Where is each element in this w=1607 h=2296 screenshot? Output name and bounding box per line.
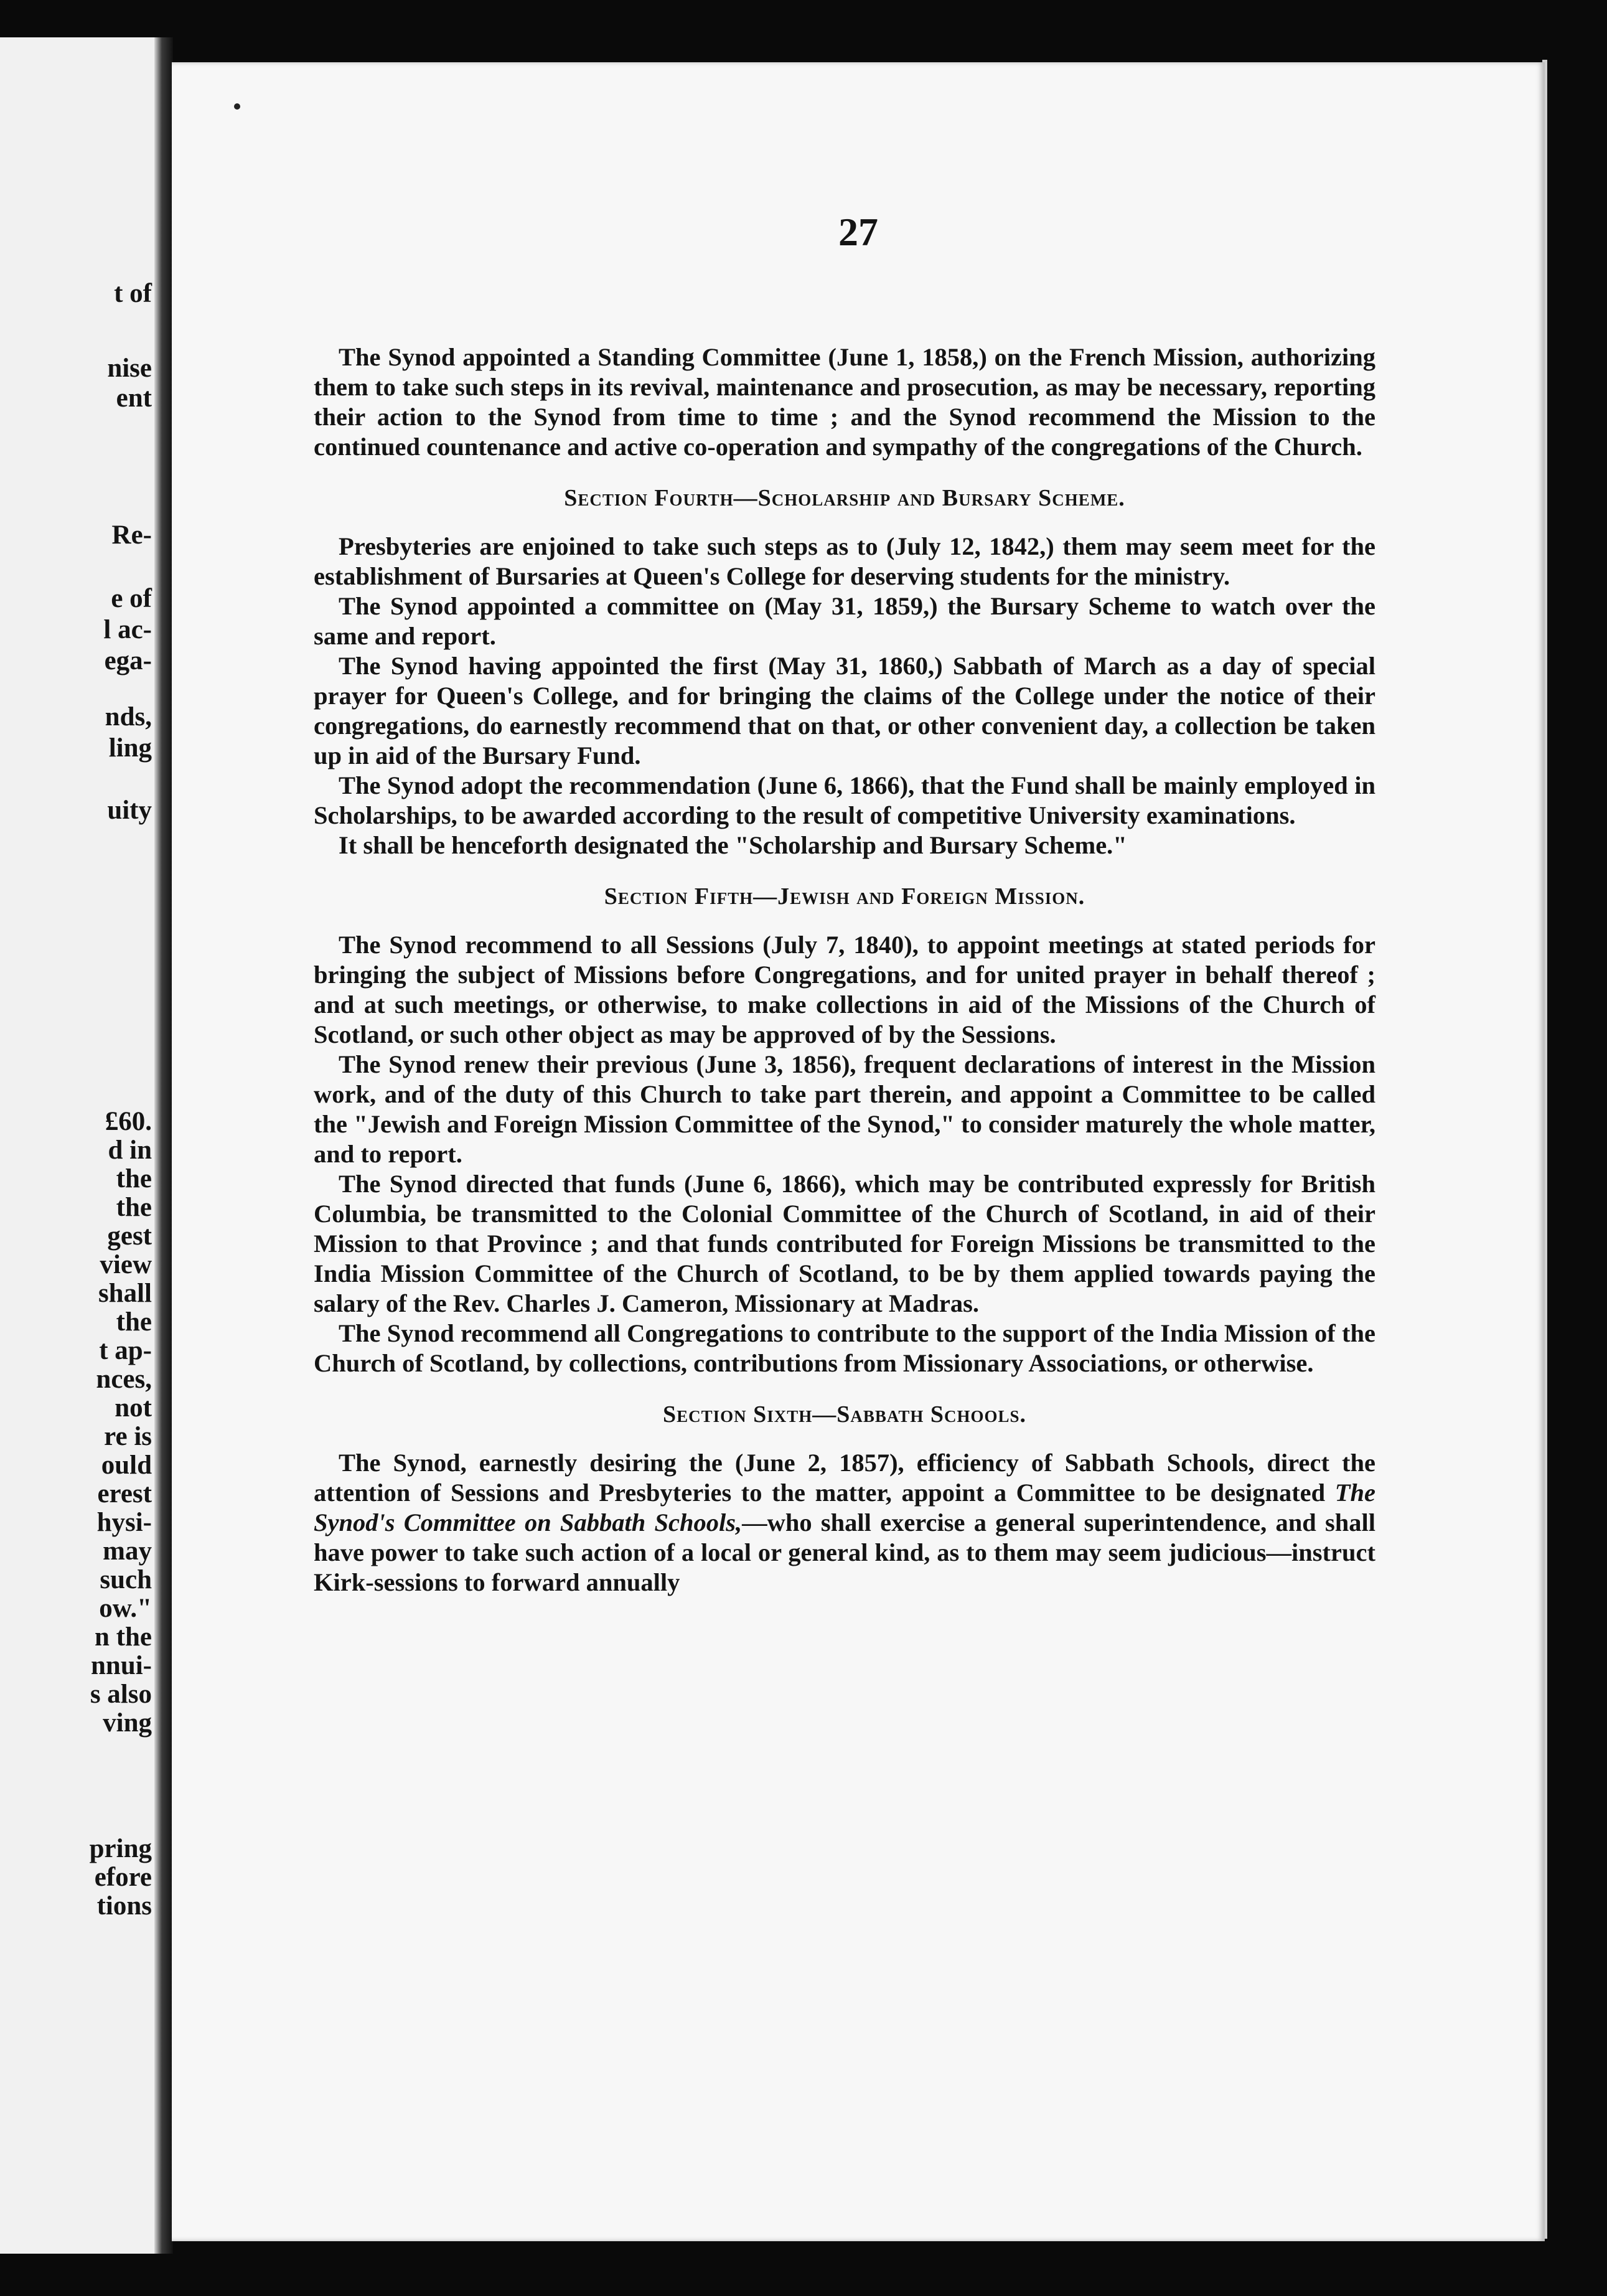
- previous-page-line-fragment: e of: [111, 584, 152, 613]
- previous-page-line-fragment: nise: [107, 354, 152, 383]
- previous-page-line-fragment: the: [116, 1193, 152, 1222]
- previous-page-line-fragment: ling: [108, 733, 152, 763]
- section-fourth-paragraph-3: The Synod having appointed the first (May 31, 1860,) Sabbath of March as a day of special prayer for Queen's College, and for bringing the claims of the College under the notice of their congregations, do earnestly recommend that on that, or other convenient day, a collection be taken up in aid of the Bursary Fund.: [314, 652, 1375, 769]
- previous-page-line-fragment: the: [116, 1164, 152, 1193]
- previous-page-line-fragment: may: [103, 1536, 152, 1566]
- previous-page-line-fragment: d in: [108, 1136, 152, 1165]
- previous-page-line-fragment: ent: [116, 383, 152, 413]
- previous-page-line-fragment: shall: [98, 1279, 152, 1308]
- section-fourth-paragraph-5: It shall be henceforth designated the "Scholarship and Bursary Scheme.": [339, 831, 1127, 859]
- section-fourth-paragraph-1: Presbyteries are enjoined to take such steps as to (July 12, 1842,) them may seem meet for the establishment of Bursaries at Queen's College for deserving students for the ministry.: [314, 532, 1375, 590]
- previous-page-line-fragment: nds,: [105, 702, 152, 732]
- previous-page-line-fragment: view: [100, 1250, 152, 1279]
- previous-page-line-fragment: ow.": [99, 1594, 152, 1623]
- book-page: [172, 62, 1545, 2241]
- previous-page-line-fragment: s also: [90, 1680, 152, 1709]
- previous-page-line-fragment: re is: [104, 1422, 152, 1451]
- previous-page-line-fragment: ould: [101, 1451, 152, 1480]
- ink-speck: [234, 103, 240, 110]
- previous-page-line-fragment: t ap-: [99, 1336, 152, 1365]
- previous-page-line-fragment: £60.: [105, 1107, 152, 1136]
- previous-page-line-fragment: the: [116, 1307, 152, 1337]
- section-fifth-paragraph-1: The Synod recommend to all Sessions (July 7, 1840), to appoint meetings at stated periods for bringing the subject of Missions before Congregations, and for united prayer in behalf thereof ; and at such meetings, or otherwise, to make collections in aid of the Missions of the Church of Scotland, or such other object as may be approved of by the Sessions.: [314, 931, 1375, 1048]
- section-sixth-heading: Section Sixth—Sabbath Schools.: [662, 1401, 1027, 1428]
- paragraph-intro: The Synod appointed a Standing Committee (June 1, 1858,) on the French Mission, authorizing them to take such steps in its revival, maintenance and prosecution, as may be necessary, reporting their action to the Synod from time to time ; and the Synod recommend the Mission to the continued countenance and active co-operation and sympathy of the congregations of the Church.: [314, 343, 1375, 461]
- previous-page-line-fragment: n the: [95, 1622, 152, 1652]
- section-fifth-paragraph-4: The Synod recommend all Congregations to contribute to the support of the India Mission of the Church of Scotland, by collections, contributions from Missionary Associations, or otherwise.: [314, 1319, 1375, 1377]
- previous-page-line-fragment: l ac-: [103, 615, 152, 644]
- previous-page-line-fragment: such: [100, 1565, 152, 1594]
- section-sixth-text-a: The Synod, earnestly desiring the (June 2, 1857), efficiency of Sabbath Schools, direct the attention of Sessions and Presbyteries to the matter, appoint a Committee to be designated: [314, 1449, 1375, 1507]
- section-fifth-heading: Section Fifth—Jewish and Foreign Mission.: [604, 883, 1085, 910]
- previous-page-line-fragment: not: [115, 1393, 152, 1423]
- previous-page-fragment: [0, 37, 161, 2254]
- previous-page-line-fragment: uity: [107, 796, 152, 825]
- previous-page-line-fragment: ving: [103, 1708, 152, 1738]
- previous-page-line-fragment: nces,: [96, 1365, 152, 1394]
- previous-page-line-fragment: t of: [114, 279, 152, 308]
- previous-page-line-fragment: pring: [89, 1834, 152, 1863]
- previous-page-line-fragment: ega-: [104, 646, 152, 675]
- previous-page-line-fragment: efore: [94, 1863, 152, 1892]
- section-fourth-heading: Section Fourth—Scholarship and Bursary Scheme.: [564, 485, 1125, 511]
- previous-page-line-fragment: Re-: [111, 520, 152, 550]
- section-sixth-paragraph-1: [314, 1448, 1375, 1597]
- section-fifth-paragraph-3: The Synod directed that funds (June 6, 1866), which may be contributed expressly for British Columbia, be transmitted to the Colonial Committee of the Church of Scotland, in aid of their Mission to that Province ; and that funds contributed for Foreign Missions be transmitted to the India Mission Committee of the Church of Scotland, to be by them applied towards paying the salary of the Rev. Charles J. Cameron, Missionary at Madras.: [314, 1170, 1375, 1317]
- page-number: 27: [838, 210, 878, 254]
- previous-page-line-fragment: hysi-: [96, 1508, 152, 1537]
- section-fourth-paragraph-2: The Synod appointed a committee on (May 31, 1859,) the Bursary Scheme to watch over the same and report.: [314, 592, 1375, 650]
- previous-page-line-fragment: erest: [97, 1479, 152, 1508]
- book-spine: [154, 37, 173, 2254]
- previous-page-line-fragment: gest: [107, 1221, 152, 1251]
- page-body: [314, 342, 1375, 1597]
- section-sixth-text-b: —who shall exercise a general superintendence, and shall have power to take such action of a local or general kind, as to them may seem judicious—instruct Kirk-sessions to forward annually: [314, 1508, 1375, 1596]
- previous-page-line-fragment: tions: [96, 1891, 152, 1921]
- section-fifth-paragraph-2: The Synod renew their previous (June 3, 1856), frequent declarations of interest in the Mission work, and of the duty of this Church to take part therein, and appoint a Committee to be called the "Jewish and Foreign Mission Committee of the Synod," to consider maturely the whole matter, and to report.: [314, 1050, 1375, 1168]
- previous-page-line-fragment: nnui-: [90, 1651, 152, 1680]
- section-fourth-paragraph-4: The Synod adopt the recommendation (June 6, 1866), that the Fund shall be mainly employed in Scholarships, to be awarded according to the result of competitive University examinations.: [314, 771, 1375, 829]
- committee-name-italic: The Synod's Committee on Sabbath Schools,: [314, 1479, 1375, 1536]
